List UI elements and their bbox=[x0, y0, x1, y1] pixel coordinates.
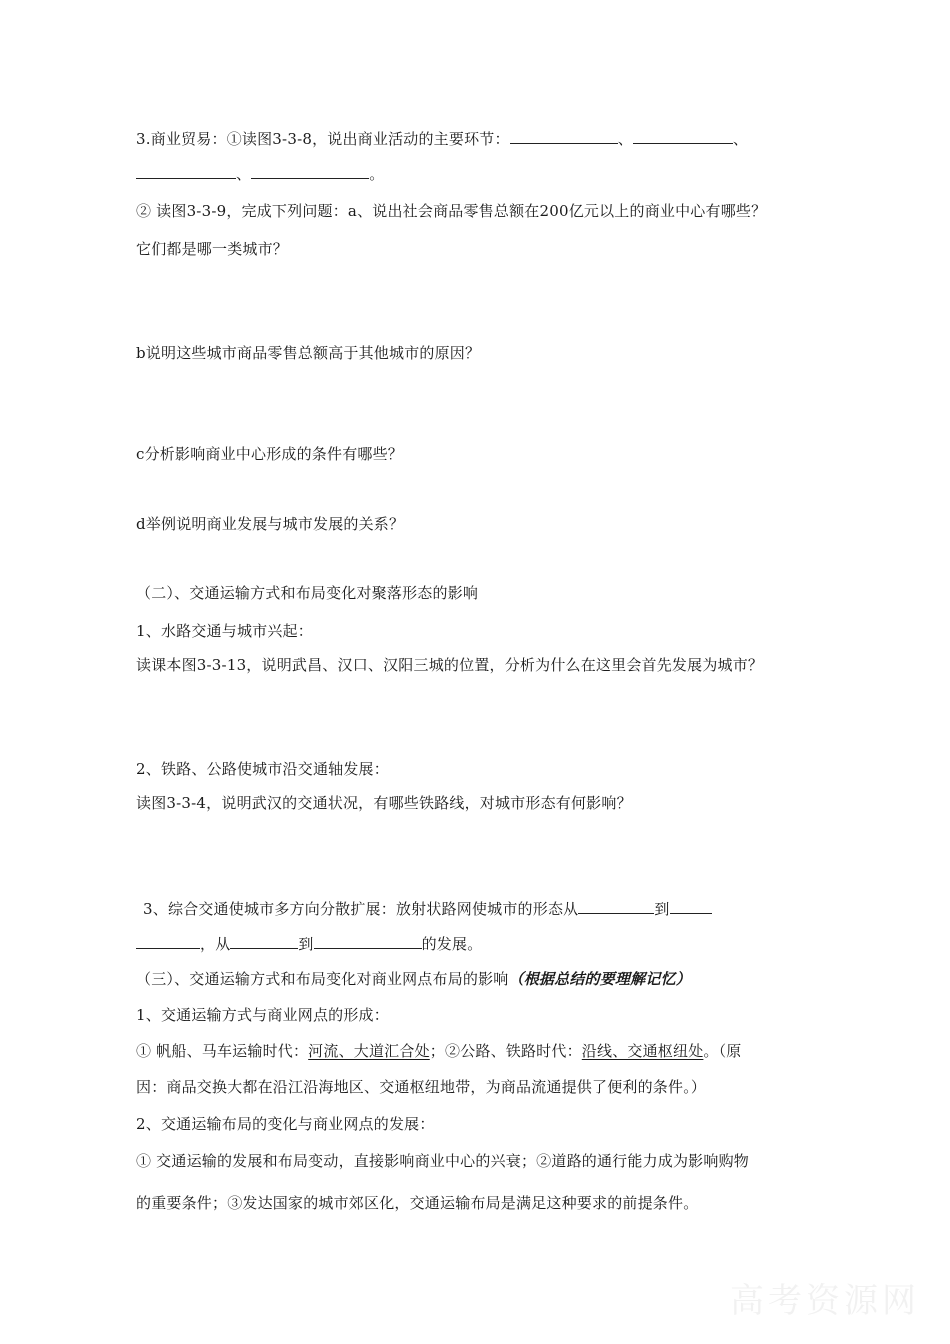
section3-item1-line2: 因：商品交换大都在沿江沿海地区、交通枢纽地带，为商品流通提供了便利的条件。） bbox=[136, 1078, 707, 1096]
q3-part2-cont: 它们都是哪一类城市？ bbox=[136, 240, 289, 258]
section2-item2-title: 2、铁路、公路使城市沿交通轴发展： bbox=[136, 760, 389, 778]
blank-field bbox=[314, 932, 422, 949]
blank-field bbox=[251, 162, 369, 179]
section3-item1-line1 bbox=[136, 1040, 742, 1062]
section2-item1-title: 1、水路交通与城市兴起： bbox=[136, 622, 313, 640]
q3-line1 bbox=[136, 127, 748, 150]
section2-item3-line2 bbox=[136, 932, 482, 955]
to-word: 到 bbox=[298, 935, 314, 953]
section3-item1-title: 1、交通运输方式与商业网点的形成： bbox=[136, 1006, 389, 1024]
item3-end: 的发展。 bbox=[421, 935, 483, 953]
section3-item2-title: 2、交通运输布局的变化与商业网点的发展： bbox=[136, 1115, 435, 1133]
from-word: ，从 bbox=[200, 935, 231, 953]
item1-answer-b: 沿线、交通枢纽处 bbox=[581, 1042, 704, 1060]
blank-field bbox=[136, 162, 236, 179]
separator: 、 bbox=[236, 165, 252, 183]
section2-item1-question: 读课本图3-3-13，说明武昌、汉口、汉阳三城的位置，分析为什么在这里会首先发展为城市？ bbox=[136, 656, 764, 674]
blank-field bbox=[230, 932, 298, 949]
item1-part-b: ；②公路、铁路时代： bbox=[429, 1042, 582, 1060]
to-word: 到 bbox=[654, 900, 670, 918]
section3-item2-line2: 的重要条件；③发达国家的城市郊区化，交通运输布局是满足这种要求的前提条件。 bbox=[136, 1194, 699, 1212]
q3-c: c分析影响商业中心形成的条件有哪些？ bbox=[136, 445, 404, 463]
section2-item2-question: 读图3-3-4，说明武汉的交通状况，有哪些铁路线，对城市形态有何影响？ bbox=[136, 794, 632, 812]
separator: 、 bbox=[732, 130, 749, 148]
item1-part-c: 。（原 bbox=[703, 1042, 742, 1060]
section2-heading: （二）、交通运输方式和布局变化对聚落形态的影响 bbox=[136, 584, 479, 602]
section2-item3-line1 bbox=[143, 897, 712, 920]
blank-field bbox=[510, 127, 618, 144]
watermark: 高考资源网 bbox=[730, 1281, 920, 1321]
section3-heading-line bbox=[136, 968, 691, 990]
blank-field bbox=[670, 897, 712, 914]
period: 。 bbox=[369, 165, 385, 183]
blank-field bbox=[633, 127, 733, 144]
section3-item2-line1: ① 交通运输的发展和布局变动，直接影响商业中心的兴衰；②道路的通行能力成为影响购物 bbox=[136, 1152, 749, 1170]
q3-part2: ② 读图3-3-9，完成下列问题：a、说出社会商品零售总额在200亿元以上的商业中心有哪些？ bbox=[136, 202, 767, 220]
q3-line1-text: 3.商业贸易：①读图3-3-8，说出商业活动的主要环节： bbox=[136, 130, 510, 148]
blank-field bbox=[136, 932, 200, 949]
separator: 、 bbox=[617, 130, 633, 148]
item1-part-a: ① 帆船、马车运输时代： bbox=[136, 1042, 309, 1060]
item3-text: 3、综合交通使城市多方向分散扩展：放射状路网使城市的形态从 bbox=[143, 900, 579, 918]
section3-heading: （三）、交通运输方式和布局变化对商业网点布局的影响 bbox=[136, 970, 509, 988]
q3-line1b bbox=[136, 162, 384, 185]
blank-field bbox=[578, 897, 654, 914]
section3-heading-note: （根据总结的要理解记忆） bbox=[508, 970, 691, 988]
q3-b: b说明这些城市商品零售总额高于其他城市的原因？ bbox=[136, 344, 481, 362]
item1-answer-a: 河流、大道汇合处 bbox=[308, 1042, 430, 1060]
q3-d: d举例说明商业发展与城市发展的关系？ bbox=[136, 515, 405, 533]
